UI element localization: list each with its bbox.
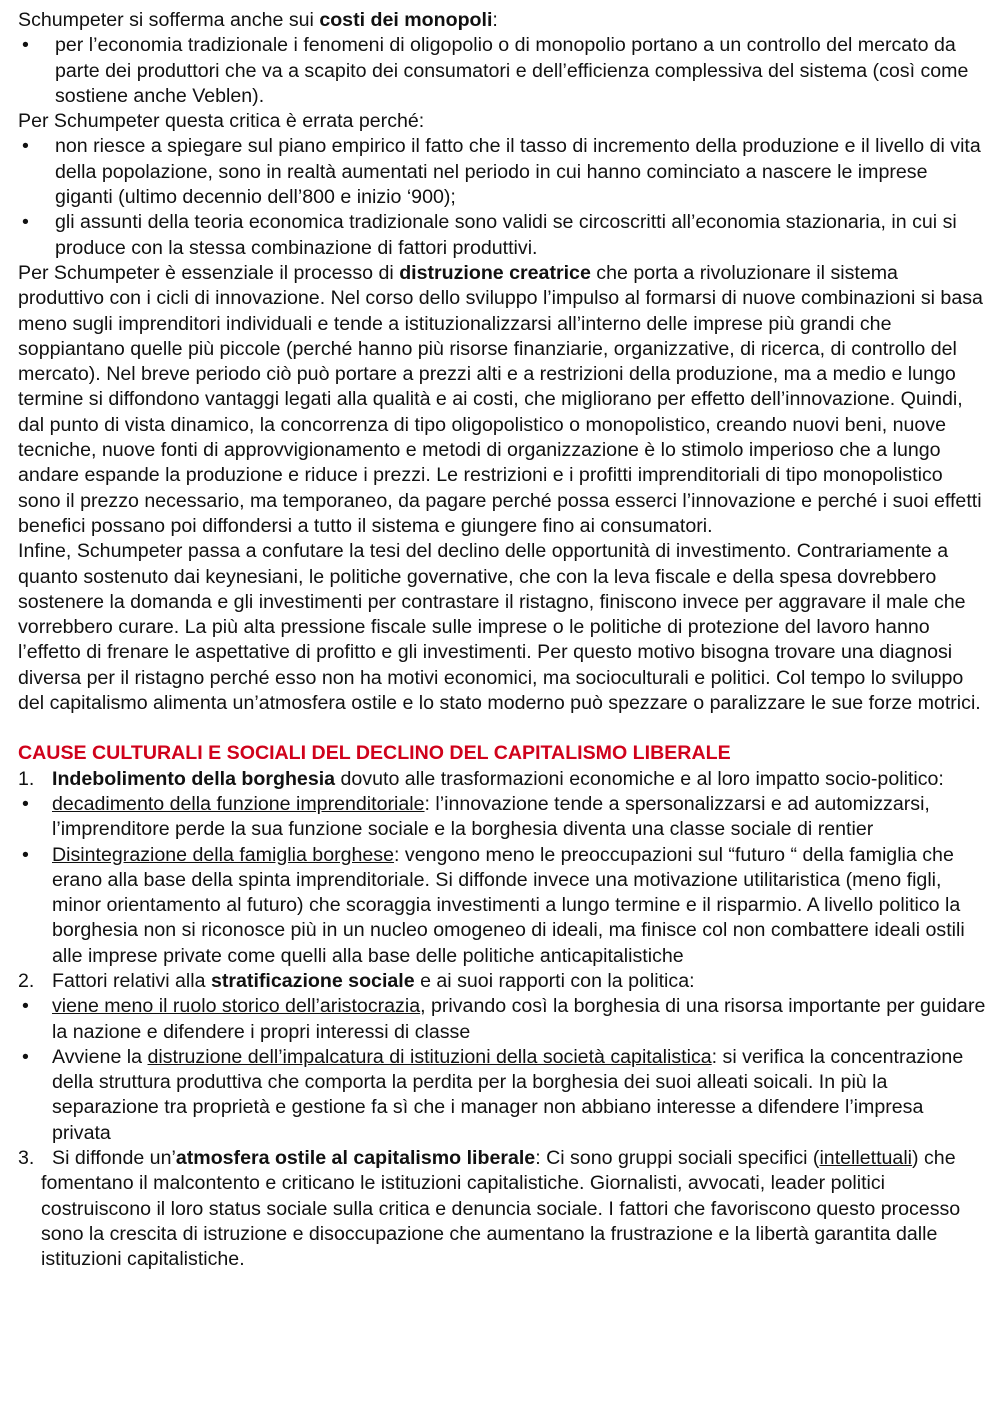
bullet-item: • decadimento della funzione imprenditoriale: l’innovazione tende a spersonalizzarsi e ad automizzarsi, l’imprenditore perde la sua funzione sociale e la borghesia diventa una classe sociale di rentier	[18, 792, 986, 843]
paragraph-costi-monopoli: Schumpeter si sofferma anche sui costi dei monopoli:	[18, 9, 498, 31]
underlined-term: viene meno il ruolo storico dell’aristocrazia	[52, 995, 421, 1018]
bullet-item: • Avviene la distruzione dell’impalcatura di istituzioni della società capitalistica: si verifica la concentrazione della struttura produttiva che comporta la perdita per la borghesia dei suoi alleati soicali. In più la separazione tra proprietà e gestione fa sì che i manager non abbiano interesse a difendere l’impresa privata	[18, 1045, 986, 1146]
spacer	[18, 716, 986, 741]
bold-term: costi dei monopoli	[319, 9, 493, 31]
bullet-item: • gli assunti della teoria economica tradizionale sono validi se circoscritti all’economia stazionaria, in cui si produce con la stessa combinazione di fattori produttivi.	[18, 210, 986, 261]
bold-term: atmosfera ostile al capitalismo liberale	[175, 1147, 536, 1170]
bullet-item: • viene meno il ruolo storico dell’aristocrazia, privando così la borghesia di una risorsa importante per guidare la nazione e difendere i propri interessi di classe	[18, 994, 986, 1045]
bullet-item: • per l’economia tradizionale i fenomeni di oligopolio o di monopolio portano a un controllo del mercato da parte dei produttori che va a scapito dei consumatori e dell’efficienza complessiva del sistema (così come sostiene anche Veblen).	[18, 33, 986, 109]
underlined-term: Disintegrazione della famiglia borghese	[52, 843, 395, 866]
bullet-item: • Disintegrazione della famiglia borghese: vengono meno le preoccupazioni sul “futuro “ della famiglia che erano alla base della spinta imprenditoriale. Si diffonde invece una motivazione utilitaristica (meno figli, minor orientamento al futuro) che scoraggia investimenti a lungo termine e il risparmio. A livello politico la borghesia non si riconosce più in un nucleo omogeneo di ideali, ma finisce col non combattere ideali ostili alle imprese private come quelli alla base delle politiche anticapitalistiche	[18, 843, 986, 969]
paragraph-investimento: Infine, Schumpeter passa a confutare la tesi del declino delle opportunità di investimento. Contrariamente a quanto sostenuto dai keynesiani, le politiche governative, che con la leva fiscale e della spesa dovrebbero sostenere la domanda e gli investimenti per contrastare il ristagno, finiscono invece per aggravare il male che vorrebbero curare. La più alta pressione fiscale sulle imprese o le politiche di protezione del lavoro hanno l’effetto di frenare le aspettative di profitto e gli investimenti. Per questo motivo bisogna trovare una diagnosi diversa per il ristagno perché esso non ha motivi economici, ma socioculturali e politici. Col tempo lo sviluppo del capitalismo alimenta un’atmosfera ostile e lo stato moderno può spezzare o paralizzare le sue forze motrici.	[18, 540, 981, 715]
section-heading: CAUSE CULTURALI E SOCIALI DEL DECLINO DEL CAPITALISMO LIBERALE	[18, 742, 731, 765]
paragraph-critica: Per Schumpeter questa critica è errata perché:	[18, 110, 425, 133]
underlined-term: intellettuali	[819, 1147, 913, 1170]
bold-term: Indebolimento della borghesia	[52, 767, 336, 790]
paragraph-distruzione-creatrice: Per Schumpeter è essenziale il processo di distruzione creatrice che porta a rivoluzionare il sistema produttivo con i cicli di innovazione. Nel corso dello sviluppo l’impulso al formarsi di nuove combinazioni si basa meno sugli imprenditori individuali e tende a istituzionalizzarsi all’interno delle imprese più grandi che soppiantano quelle più piccole (perché hanno più risorse finanziarie, organizzative, di ricerca, di controllo del mercato). Nel breve periodo ciò può portare a prezzi alti e a restrizioni della produzione, ma a medio e lungo termine si diffondono vantaggi legati alla qualità e ai costi, che migliorano per effetto dell’innovazione. Quindi, dal punto di vista dinamico, la concorrenza di tipo oligopolistico o monopolistico, creando nuovi beni, nuove tecniche, nuove fonti di approvvigionamento e metodi di organizzazione è lo stimolo imperioso che a lungo andare espande la produzione e riduce i prezzi. Le restrizioni e i profitti imprenditoriali di tipo monopolistico sono il prezzo necessario, ma temporaneo, da pagare perché possa esserci l’innovazione e perché i suoi effetti benefici possano poi diffondersi a tutto il sistema e giungere fino ai consumatori.	[18, 261, 983, 537]
underlined-term: distruzione dell’impalcatura di istituzioni della società capitalistica	[147, 1045, 712, 1068]
bullet-item: • non riesce a spiegare sul piano empirico il fatto che il tasso di incremento della produzione e il livello di vita della popolazione, sono in realtà aumentati nel periodo in cui hanno cominciato a nascere le imprese giganti (ultimo decennio dell’800 e inizio ‘900);	[18, 134, 986, 210]
numbered-item: 1. Indebolimento della borghesia dovuto alle trasformazioni economiche e al loro impatto socio-politico:	[18, 767, 944, 790]
bold-term: stratificazione sociale	[210, 969, 415, 992]
numbered-item: 3. Si diffonde un’atmosfera ostile al capitalismo liberale: Ci sono gruppi sociali specifici (intellettuali) che fomentano il malcontento e criticano le istituzioni capitalistiche. Giornalisti, avvocati, leader politici costruiscono il loro status sociale sulla critica e denuncia sociale. I fattori che favoriscono questo processo sono la crescita di istruzione e disoccupazione che aumentano la frustrazione e la libertà garantita dalle istituzioni capitalistiche.	[18, 1147, 961, 1271]
underlined-term: decadimento della funzione imprenditoriale	[52, 792, 425, 815]
bold-term: distruzione creatrice	[399, 261, 591, 284]
numbered-item: 2. Fattori relativi alla stratificazione sociale e ai suoi rapporti con la politica:	[18, 969, 695, 992]
